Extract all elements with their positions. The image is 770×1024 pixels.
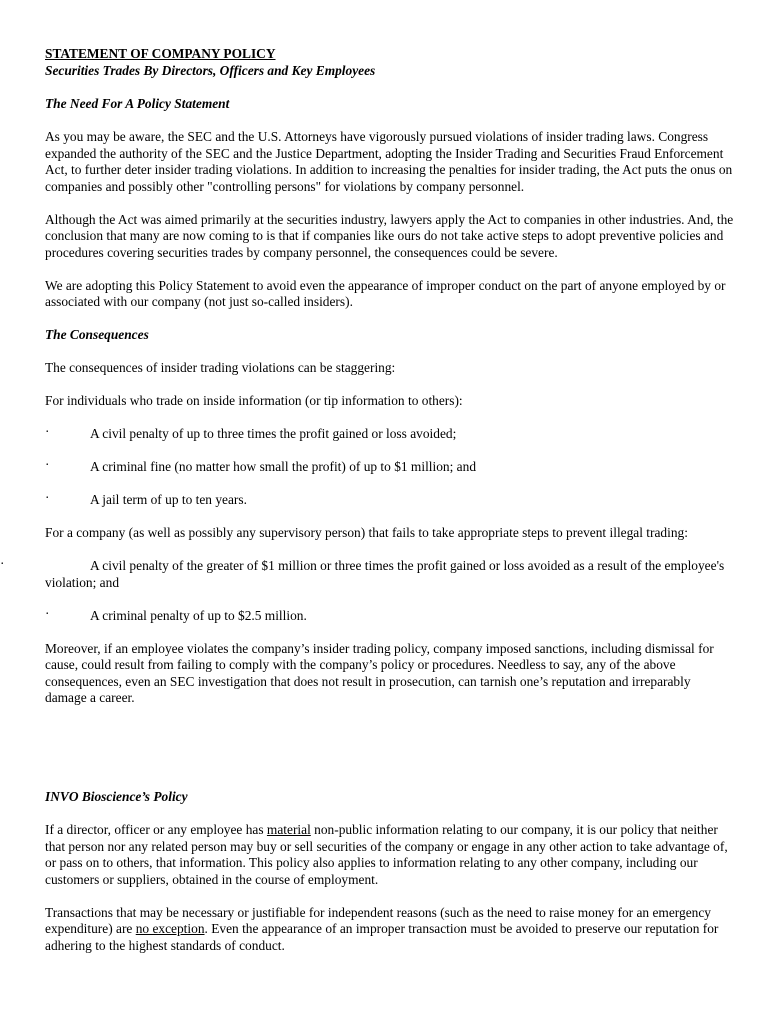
list-item: [45, 605, 735, 625]
list-item: [45, 492, 735, 509]
list-item-text: A criminal fine (no matter how small the profit) of up to $1 million; and: [90, 459, 477, 474]
text-run: . Even the appearance of an improper transaction must be avoided to preserve our reputation for adhering to the highest standards of conduct.: [45, 921, 719, 953]
text-run: non-public information relating to our company, it is our policy that neither that person nor any related person may buy or sell securities of the company or engage in any other action to take advantage of, or pass on to others, that information. This policy also applies to information relating to any other company, including our customers or suppliers, obtained in the course of employment.: [45, 822, 728, 887]
list-item: [0, 556, 735, 591]
list-item-text: A criminal penalty of up to $2.5 million.: [90, 607, 307, 623]
document-subtitle: Securities Trades By Directors, Officers and Key Employees: [45, 62, 376, 78]
list-item-text: A civil penalty of the greater of $1 million or three times the profit gained or loss avoided as a result of the employee's violation; and: [45, 558, 725, 590]
text-run: Transactions that may be necessary or justifiable for independent reasons (such as the need to raise money for an emergency expenditure) are: [45, 904, 711, 936]
section-heading-consequences: The Consequences: [45, 327, 149, 342]
document-page: [0, 46, 735, 971]
paragraph-sec-enforcement: As you may be aware, the SEC and the U.S. Attorneys have vigorously pursued violations of insider trading laws. Congress expanded the authority of the SEC and the Justice Department, adopting the Insider Trading and Securities Fraud Enforcement Act, to further deter insider trading violations. In addition to increasing the penalties for insider trading, the Act puts the onus on companies and possibly other "controlling persons" for violations by company personnel.: [45, 129, 733, 194]
paragraph-sanctions: Moreover, if an employee violates the company’s insider trading policy, company imposed sanctions, including dismissal for cause, could result from failing to comply with the company’s policy or procedures. Needless to say, any of the above consequences, even an SEC investigation that does not result in prosecution, can tarnish one’s reputation and irreparably damage a career.: [45, 640, 714, 705]
paragraph-no-exception: [45, 905, 735, 955]
list-item: [45, 459, 735, 476]
paragraph-consequences-intro: The consequences of insider trading violations can be staggering:: [45, 360, 396, 375]
list-item: [45, 426, 735, 443]
bullet-icon: ·: [45, 424, 50, 439]
paragraph-individuals-intro: For individuals who trade on inside information (or tip information to others):: [45, 393, 463, 408]
bullet-icon: ·: [45, 457, 50, 472]
document-title: STATEMENT OF COMPANY POLICY: [45, 46, 276, 61]
section-heading-invo-policy: INVO Bioscience’s Policy: [45, 789, 188, 804]
bullet-icon: ·: [45, 605, 50, 621]
paragraph-company-intro: For a company (as well as possibly any supervisory person) that fails to take appropriate steps to prevent illegal trading:: [45, 525, 688, 540]
paragraph-act-scope: Although the Act was aimed primarily at the securities industry, lawyers apply the Act to companies in other industries. And, the conclusion that many are now coming to is that if companies like ours do not take active steps to adopt preventive policies and procedures covering securities trades by company personnel, the consequences could be severe.: [45, 211, 734, 260]
spacer: [45, 723, 735, 789]
bullet-icon: ·: [45, 490, 50, 505]
text-run: If a director, officer or any employee has: [45, 822, 267, 837]
section-heading-need: The Need For A Policy Statement: [45, 96, 230, 111]
underlined-term: no exception: [135, 921, 205, 936]
paragraph-material-information: [45, 822, 735, 888]
underlined-term: material: [266, 822, 311, 837]
list-item-text: A jail term of up to ten years.: [90, 492, 247, 507]
paragraph-adopting-policy: We are adopting this Policy Statement to avoid even the appearance of improper conduct on the part of anyone employed by or associated with our company (not just so-called insiders).: [45, 277, 726, 309]
bullet-icon: ·: [0, 556, 5, 571]
list-item-text: A civil penalty of up to three times the profit gained or loss avoided;: [90, 426, 457, 441]
